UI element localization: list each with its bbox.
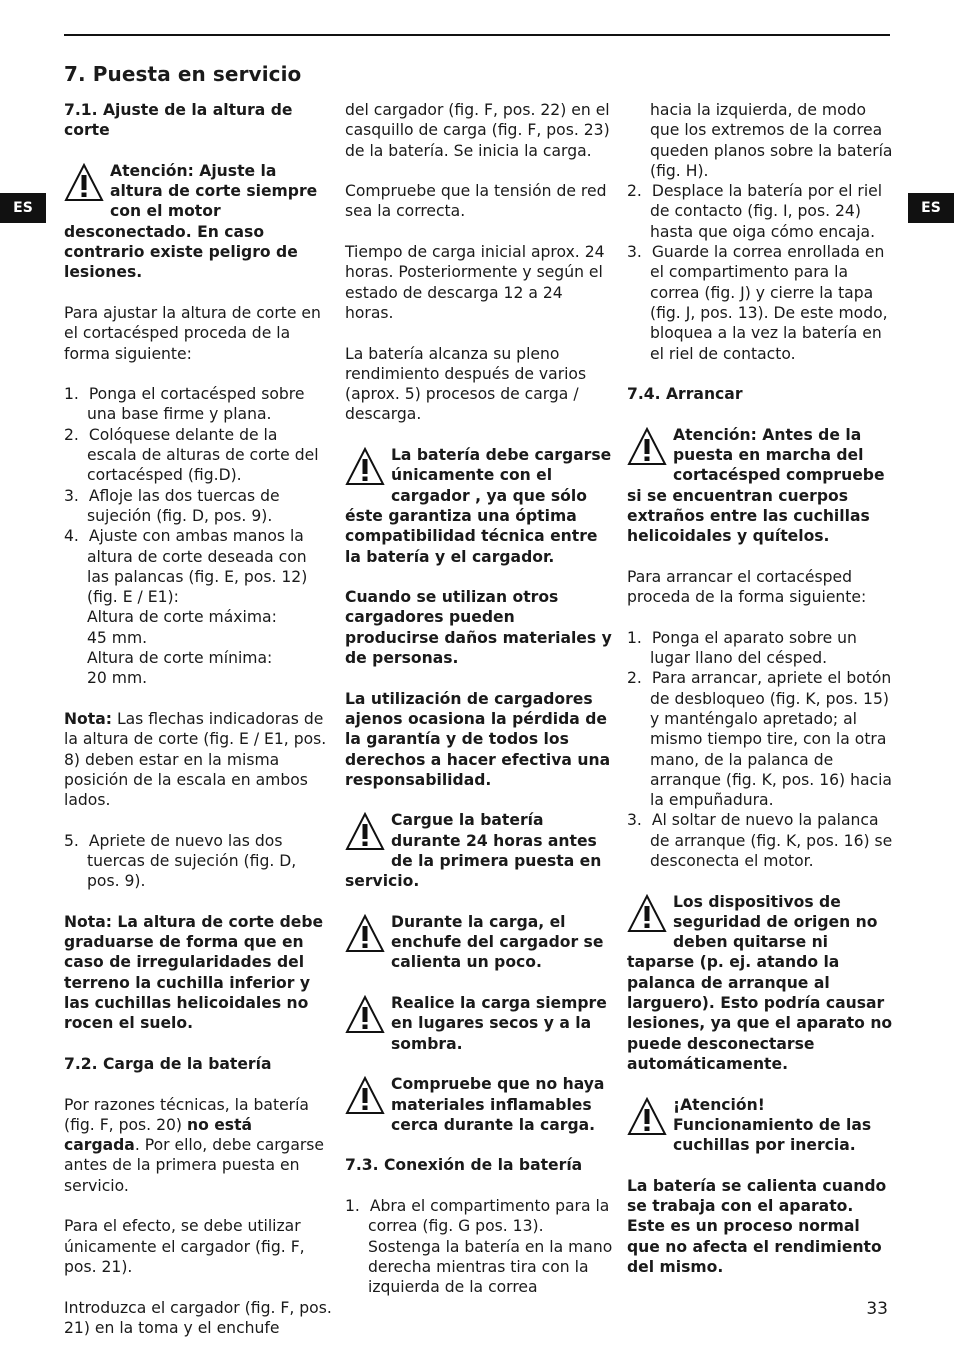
warning-icon xyxy=(345,812,385,852)
list-item: 2. Colóquese delante de la escala de alturas de corte del cortacésped (fig.D). xyxy=(64,425,319,485)
paragraph-voltage: Compruebe que la tensión de red sea la correcta. xyxy=(345,182,607,221)
warning-icon xyxy=(345,447,385,487)
list-item: 3. Guarde la correa enrollada en el compartimento para la correa (fig. J) y cierre la tapa (fig. J, pos. 13). De este modo, bloquea a la vez la batería en el riel de contacto. xyxy=(627,243,888,363)
warning-icon xyxy=(627,894,667,934)
language-tab-left: ES xyxy=(0,193,46,223)
list-item: 1. Ponga el cortacésped sobre una base firme y plana. xyxy=(64,385,305,424)
warning-icon xyxy=(345,995,385,1035)
page-number: 33 xyxy=(866,1299,888,1319)
warning-inertia: ¡Atención! Funcionamiento de las cuchillas por inercia. xyxy=(627,1095,895,1156)
warning-safety-devices: Los dispositivos de seguridad de origen no deben quitarse ni taparse (p. ej. atando la palanca de arranque al larguero). Esto podría causar lesiones, ya que el aparato no puede desconectarse automáticamente. xyxy=(627,892,893,1073)
top-rule xyxy=(64,34,890,36)
note-arrows: Nota: Las flechas indicadoras de la altura de corte (fig. E / E1, pos. 8) deben estar en la misma posición de la escala en ambos lados. xyxy=(64,709,327,810)
intro-paragraph: Para ajustar la altura de corte en el cortacésped proceda de la forma siguiente: xyxy=(64,303,321,363)
list-item: 3. Al soltar de nuevo la palanca de arranque (fig. K, pos. 16) se desconecta el motor. xyxy=(627,811,893,870)
column-2 xyxy=(345,100,613,1318)
heading-7-3: 7.3. Conexión de la batería xyxy=(345,1156,583,1175)
warning-flammable: Compruebe que no haya materiales inflamables cerca durante la carga. xyxy=(345,1074,613,1135)
bold-warranty: La utilización de cargadores ajenos ocasiona la pérdida de la garantía y de todos los derechos a hacer efectiva una responsabilidad. xyxy=(345,689,611,789)
column-3 xyxy=(627,100,895,1298)
list-item: 2. Para arrancar, apriete el botón de desbloqueo (fig. K, pos. 15) y manténgalo apretado; al mismo tiempo tire, con la otra mano, de la palanca de arranque (fig. K, pos. 16) hacia la empuñadura. xyxy=(627,669,892,810)
bold-battery-heats: La batería se calienta cuando se trabaja con el aparato. Este es un proceso normal que no afecta el rendimiento del mismo. xyxy=(627,1176,887,1276)
paragraph-insert-charger: Introduzca el cargador (fig. F, pos. 21) en la toma y el enchufe xyxy=(64,1298,332,1337)
warning-icon xyxy=(627,1097,667,1137)
start-steps xyxy=(627,628,895,872)
connection-steps xyxy=(345,1196,613,1297)
heading-7-2: 7.2. Carga de la batería xyxy=(64,1054,272,1073)
paragraph-performance: La batería alcanza su pleno rendimiento después de varios (aprox. 5) procesos de carga / descarga. xyxy=(345,344,587,424)
warning-height-motor-off: Atención: Ajuste la altura de corte siempre con el motor desconectado. En caso contrario existe peligro de lesiones. xyxy=(64,161,318,282)
heading-7-1: 7.1. Ajuste de la altura de corte xyxy=(64,101,293,140)
height-steps xyxy=(64,384,332,688)
warning-foreign-bodies: Atención: Antes de la puesta en marcha del cortacésped compruebe si se encuentran cuerpos extraños entre las cuchillas helicoidales y quítelos. xyxy=(627,425,885,546)
warning-dry-places: Realice la carga siempre en lugares secos y a la sombra. xyxy=(345,993,613,1054)
bold-other-chargers: Cuando se utilizan otros cargadores pueden producirse daños materiales y de personas. xyxy=(345,588,612,668)
list-item: hacia la izquierda, de modo que los extremos de la correa queden planos sobre la batería (fig. H). xyxy=(650,101,893,180)
paragraph-start-intro: Para arrancar el cortacésped proceda de la forma siguiente: xyxy=(627,567,867,607)
paragraph-battery-not-charged: Por razones técnicas, la batería (fig. F, pos. 20) no está cargada. Por ello, debe cargarse antes de la primera puesta en servicio. xyxy=(64,1095,325,1195)
paragraph-charger-cont: del cargador (fig. F, pos. 22) en el casquillo de carga (fig. F, pos. 23) de la batería. Se inicia la carga. xyxy=(345,101,610,160)
warning-icon xyxy=(345,914,385,954)
warning-24h: Cargue la batería durante 24 horas antes de la primera puesta en servicio. xyxy=(345,811,602,891)
language-tab-right: ES xyxy=(908,193,954,223)
list-item: 2. Desplace la batería por el riel de contacto (fig. I, pos. 24) hasta que oiga cómo encaja. xyxy=(627,182,883,241)
warning-only-charger: La batería debe cargarse únicamente con el cargador , ya que sólo éste garantiza una óptima compatibilidad técnica entre la batería y el cargador. xyxy=(345,446,612,566)
connection-steps-cont xyxy=(627,100,895,364)
heading-7-4: 7.4. Arrancar xyxy=(627,385,743,404)
paragraph-use-charger: Para el efecto, se debe utilizar únicamente el cargador (fig. F, pos. 21). xyxy=(64,1217,305,1276)
paragraph-charge-time: Tiempo de carga inicial aprox. 24 horas. Posteriormente y según el estado de descarga 12 a 24 horas. xyxy=(345,243,605,322)
note-cutting-height: Nota: La altura de corte debe graduarse de forma que en caso de irregularidades del terreno la cuchilla inferior y las cuchillas helicoidales no rocen el suelo. xyxy=(64,912,324,1033)
list-item: 1. Abra el compartimento para la correa (fig. G pos. 13). Sostenga la batería en la mano derecha mientras tira con la izquierda de la correa xyxy=(345,1197,613,1297)
warning-heats: Durante la carga, el enchufe del cargador se calienta un poco. xyxy=(345,912,613,973)
warning-icon xyxy=(345,1076,385,1116)
warning-icon xyxy=(64,163,104,203)
list-item: 3. Afloje las dos tuercas de sujeción (fig. D, pos. 9). xyxy=(64,486,280,525)
warning-icon xyxy=(627,427,667,467)
height-step-5 xyxy=(64,831,332,892)
column-1 xyxy=(64,100,332,1358)
list-item: 5. Apriete de nuevo las dos tuercas de sujeción (fig. D, pos. 9). xyxy=(64,831,297,891)
section-title: 7. Puesta en servicio xyxy=(64,62,302,86)
list-item: 1. Ponga el aparato sobre un lugar llano del césped. xyxy=(627,628,857,668)
list-item: 4. Ajuste con ambas manos la altura de corte deseada con las palancas (fig. E, pos. 12) (fig. E / E1): Altura de corte máxima: 45 mm. Altura de corte mínima: 20 mm. xyxy=(64,527,308,688)
